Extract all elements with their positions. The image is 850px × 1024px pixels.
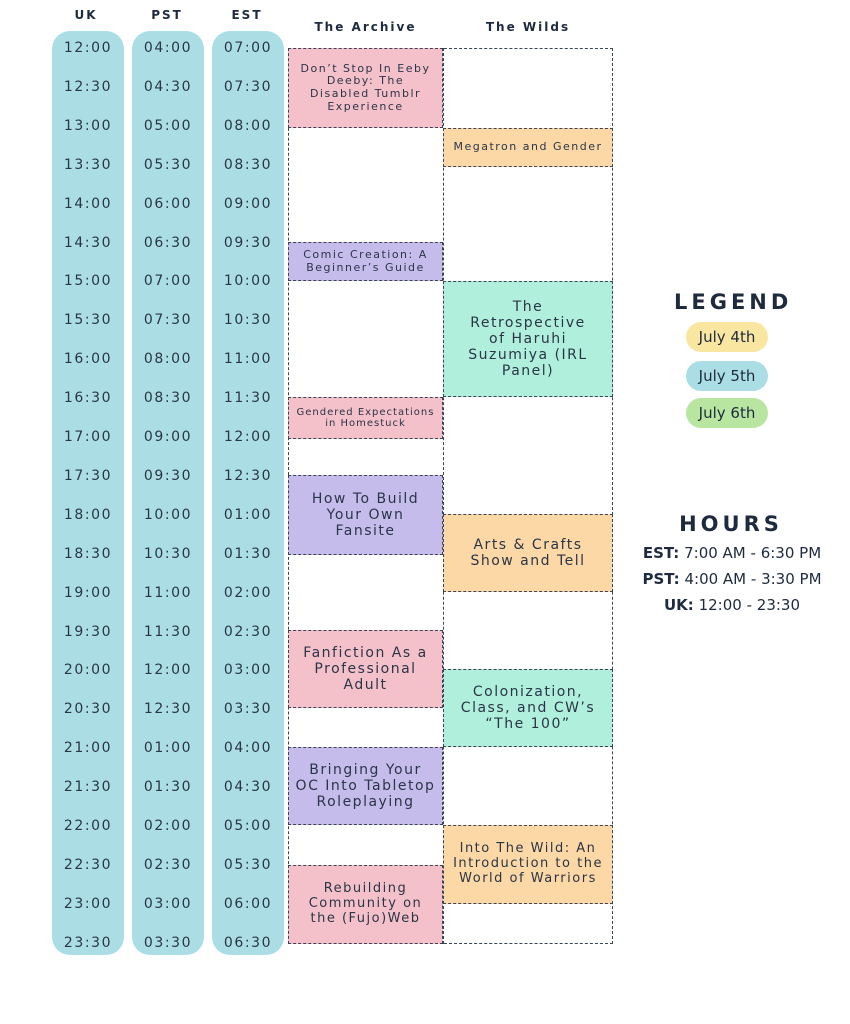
est-time-label: 01:30	[223, 545, 273, 562]
pst-time-label: 05:30	[143, 156, 193, 173]
pst-time-label: 08:00	[143, 351, 193, 368]
est-time-label: 05:30	[223, 856, 273, 873]
hours-est	[620, 544, 844, 562]
event-wilds-arts-crafts[interactable]: Arts & Crafts Show and Tell	[443, 514, 613, 592]
event-archive-gendered-expectations[interactable]: Gendered Expectations in Homestuck	[288, 397, 443, 439]
est-time-label: 01:00	[223, 506, 273, 523]
uk-time-label: 22:00	[63, 818, 113, 834]
event-archive-build-fansite[interactable]: How To Build Your Own Fansite	[288, 475, 443, 555]
pst-time-label: 04:30	[143, 78, 193, 95]
uk-time-label: 21:30	[63, 779, 113, 796]
hours-est-zone: EST:	[642, 544, 680, 562]
pst-time-label: 06:30	[143, 234, 193, 251]
est-time-label: 06:30	[223, 934, 273, 951]
event-archive-fujo-web[interactable]: Rebuilding Community on the (Fujo)Web	[288, 865, 443, 944]
legend-july-5th: July 5th	[686, 361, 768, 391]
uk-time-label: 14:00	[63, 195, 113, 212]
est-time-label: 02:00	[223, 584, 273, 601]
est-time-label: 08:30	[223, 156, 273, 173]
uk-time-label: 13:00	[63, 117, 113, 134]
uk-time-label: 23:30	[63, 934, 113, 951]
uk-column-header: UK	[74, 8, 98, 22]
uk-time-label: 20:00	[63, 662, 113, 679]
pst-time-label: 02:30	[143, 856, 193, 873]
legend-title: LEGEND	[674, 290, 793, 314]
pst-time-label: 01:00	[143, 740, 193, 757]
uk-time-label: 19:00	[63, 584, 113, 601]
est-time-label: 10:30	[223, 312, 273, 329]
event-wilds-warriors[interactable]: Into The Wild: An Introduction to the World of Warriors	[443, 825, 613, 904]
uk-time-label: 17:00	[63, 429, 113, 445]
est-time-label: 06:00	[223, 895, 273, 912]
pst-column-header: PST	[151, 8, 183, 22]
hours-pst	[620, 570, 844, 588]
est-time-label: 04:30	[223, 779, 273, 796]
hours-est-range: 7:00 AM - 6:30 PM	[684, 544, 822, 562]
est-time-label: 09:30	[223, 234, 273, 251]
est-time-label: 10:00	[223, 273, 273, 290]
pst-time-label: 10:30	[143, 545, 193, 562]
uk-time-label: 15:00	[63, 273, 113, 290]
pst-time-label: 12:00	[143, 662, 193, 679]
est-time-label: 04:00	[223, 740, 273, 757]
uk-time-label: 12:00	[63, 40, 113, 56]
uk-time-label: 16:00	[63, 351, 113, 368]
est-time-label: 09:00	[223, 195, 273, 212]
est-time-label: 03:00	[223, 662, 273, 679]
event-archive-tumblr[interactable]: Don’t Stop In Eeby Deeby: The Disabled Tumblr Experience	[288, 48, 443, 128]
uk-time-label: 18:30	[63, 545, 113, 562]
event-archive-fanfiction-adult[interactable]: Fanfiction As a Professional Adult	[288, 630, 443, 708]
est-time-label: 08:00	[223, 117, 273, 134]
pst-time-label: 10:00	[143, 506, 193, 523]
pst-time-label: 11:30	[143, 623, 193, 640]
legend-july-4th: July 4th	[686, 322, 768, 352]
event-wilds-haruhi[interactable]: The Retrospective of Haruhi Suzumiya (IRL Panel)	[443, 281, 613, 397]
room-divider	[443, 48, 444, 944]
pst-time-label: 03:00	[143, 895, 193, 912]
uk-time-label: 13:30	[63, 156, 113, 173]
est-time-label: 07:00	[223, 40, 273, 56]
event-wilds-megatron[interactable]: Megatron and Gender	[443, 128, 613, 167]
uk-time-label: 16:30	[63, 390, 113, 407]
uk-time-label: 17:30	[63, 467, 113, 484]
uk-time-label: 18:00	[63, 506, 113, 523]
hours-title: HOURS	[679, 512, 783, 536]
hours-pst-zone: PST:	[642, 570, 680, 588]
wilds-room-header: The Wilds	[485, 20, 571, 34]
hours-uk	[620, 596, 844, 614]
pst-time-label: 12:30	[143, 701, 193, 718]
hours-uk-zone: UK:	[664, 596, 694, 614]
est-time-label: 12:00	[223, 429, 273, 445]
legend-july-6th: July 6th	[686, 398, 768, 428]
event-archive-comic-creation[interactable]: Comic Creation: A Beginner’s Guide	[288, 242, 443, 281]
hours-uk-range: 12:00 - 23:30	[698, 596, 800, 614]
pst-time-label: 06:00	[143, 195, 193, 212]
est-time-label: 11:00	[223, 351, 273, 368]
pst-time-label: 01:30	[143, 779, 193, 796]
uk-time-label: 21:00	[63, 740, 113, 757]
uk-time-label: 23:00	[63, 895, 113, 912]
est-column-header: EST	[231, 8, 263, 22]
hours-pst-range: 4:00 AM - 3:30 PM	[684, 570, 822, 588]
uk-time-label: 19:30	[63, 623, 113, 640]
pst-time-label: 11:00	[143, 584, 193, 601]
uk-time-label: 14:30	[63, 234, 113, 251]
pst-time-label: 08:30	[143, 390, 193, 407]
est-time-label: 02:30	[223, 623, 273, 640]
pst-time-label: 09:30	[143, 467, 193, 484]
uk-time-label: 12:30	[63, 78, 113, 95]
event-wilds-colonization[interactable]: Colonization, Class, and CW’s “The 100”	[443, 669, 613, 747]
est-time-label: 12:30	[223, 467, 273, 484]
est-time-label: 11:30	[223, 390, 273, 407]
est-time-label: 07:30	[223, 78, 273, 95]
pst-time-label: 03:30	[143, 934, 193, 951]
est-time-label: 03:30	[223, 701, 273, 718]
pst-time-label: 05:00	[143, 117, 193, 134]
uk-time-label: 20:30	[63, 701, 113, 718]
event-archive-oc-tabletop[interactable]: Bringing Your OC Into Tabletop Roleplaying	[288, 747, 443, 825]
pst-time-label: 09:00	[143, 429, 193, 445]
est-time-label: 05:00	[223, 818, 273, 834]
pst-time-label: 07:30	[143, 312, 193, 329]
uk-time-label: 22:30	[63, 856, 113, 873]
pst-time-label: 02:00	[143, 818, 193, 834]
pst-time-label: 07:00	[143, 273, 193, 290]
archive-room-header: The Archive	[314, 20, 417, 34]
pst-time-label: 04:00	[143, 40, 193, 56]
uk-time-label: 15:30	[63, 312, 113, 329]
